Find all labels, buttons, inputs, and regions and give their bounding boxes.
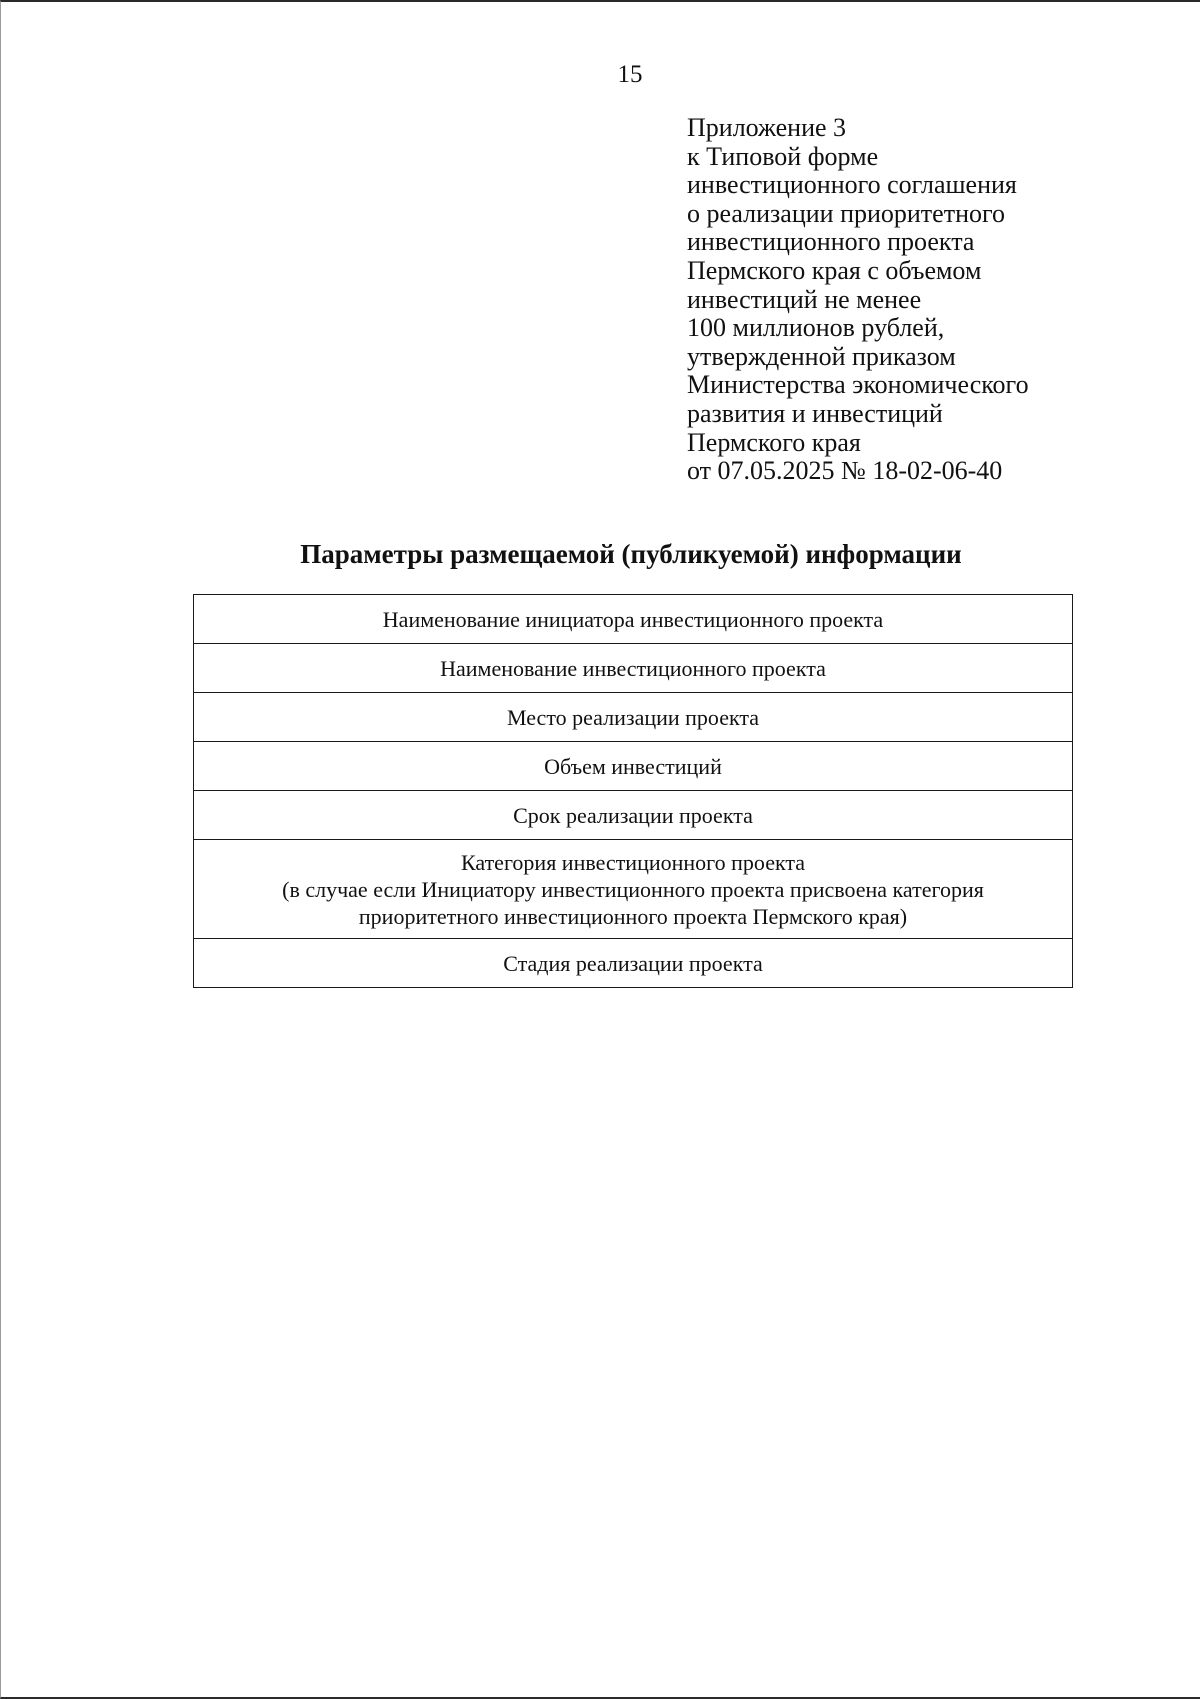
table-row — [194, 840, 1073, 939]
table-row — [194, 742, 1073, 791]
cell-text: (в случае если Инициатору инвестиционного проекта присвоена категория — [282, 877, 984, 902]
document-title: Параметры размещаемой (публикуемой) информации — [300, 539, 962, 569]
cell-text: Наименование инвестиционного проекта — [440, 655, 826, 681]
table-cell — [194, 595, 1073, 644]
appendix-line: Пермского края с объемом — [687, 255, 982, 285]
table-cell — [194, 693, 1073, 742]
table-row — [194, 644, 1073, 693]
table-row — [194, 939, 1073, 988]
cell-text: Стадия реализации проекта — [503, 950, 763, 976]
table-cell — [194, 840, 1073, 939]
table-row — [194, 693, 1073, 742]
cell-text: Категория инвестиционного проекта — [460, 850, 806, 875]
appendix-line: от 07.05.2025 № 18-02-06-40 — [687, 456, 1003, 486]
appendix-line: к Типовой форме — [687, 141, 879, 171]
table-cell — [194, 791, 1073, 840]
cell-text: Место реализации проекта — [506, 704, 760, 730]
cell-text: Объем инвестиций — [544, 753, 722, 779]
appendix-line: Пермского края — [687, 427, 861, 457]
appendix-line: Приложение 3 — [687, 113, 847, 142]
appendix-line: инвестиционного соглашения — [687, 170, 1017, 200]
table-cell — [194, 644, 1073, 693]
appendix-line: Министерства экономического — [687, 370, 1029, 400]
table-cell — [194, 742, 1073, 791]
appendix-line: о реализации приоритетного — [687, 198, 1006, 228]
appendix-line: утвержденной приказом — [687, 341, 956, 371]
cell-text: Наименование инициатора инвестиционного проекта — [382, 606, 884, 632]
appendix-line: 100 миллионов рублей, — [687, 313, 945, 343]
page-number: 15 — [617, 61, 643, 88]
appendix-reference-block — [687, 114, 1117, 486]
appendix-line: развития и инвестиций — [687, 398, 943, 428]
cell-text: приоритетного инвестиционного проекта Пермского края) — [358, 904, 908, 929]
cell-text: Срок реализации проекта — [513, 802, 753, 828]
table-cell — [194, 939, 1073, 988]
appendix-line: инвестиционного проекта — [687, 227, 975, 257]
table-row — [194, 595, 1073, 644]
table-row — [194, 791, 1073, 840]
appendix-line: инвестиций не менее — [687, 284, 922, 314]
parameters-table — [193, 594, 1073, 988]
